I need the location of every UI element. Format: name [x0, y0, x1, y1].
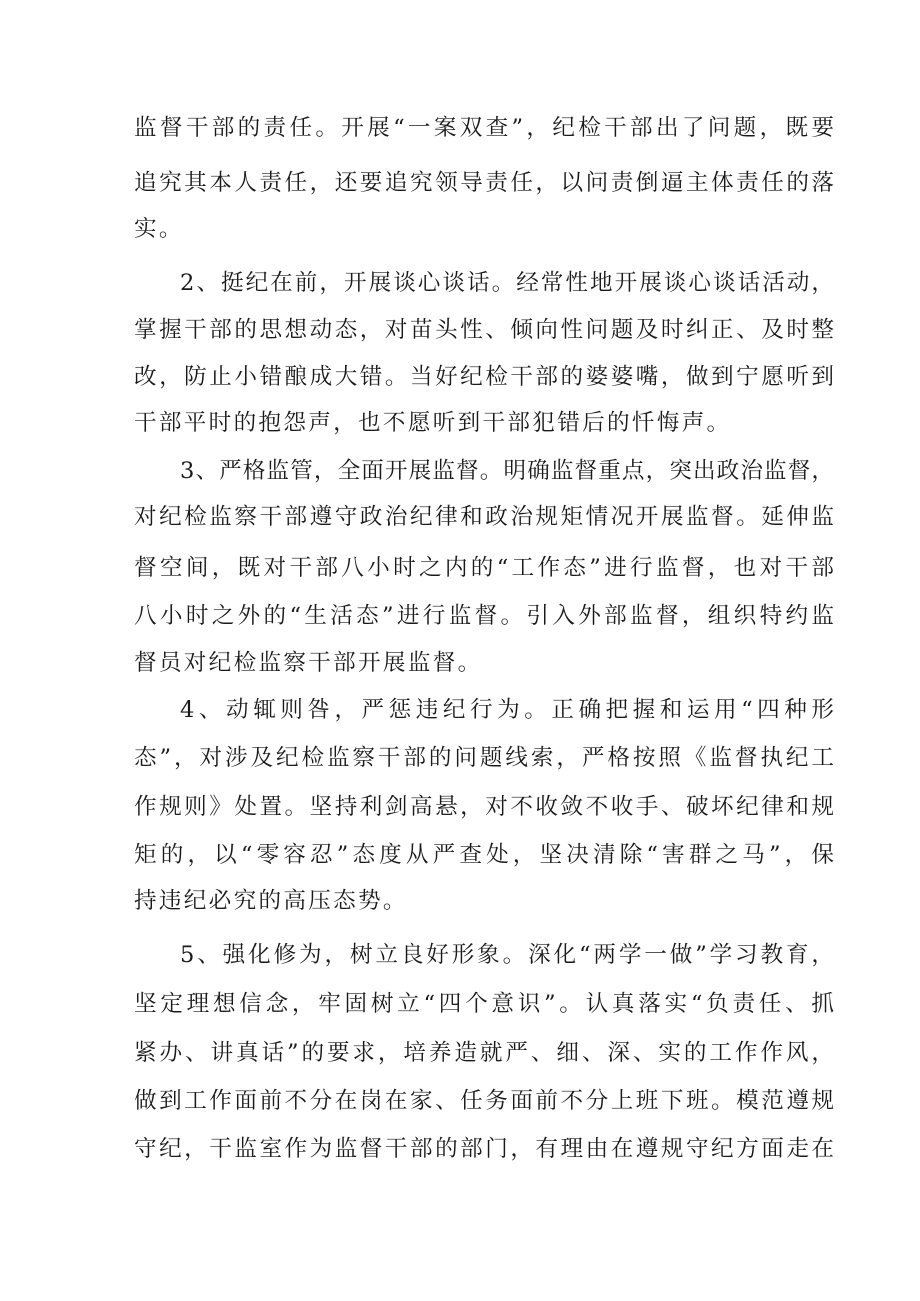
text-line: 监督干部的责任。开展“一案双查”，纪检干部出了问题，既要 [134, 115, 834, 141]
text-line: 追究其本人责任，还要追究领导责任，以问责倒逼主体责任的落 [134, 170, 834, 196]
paragraph-5-heading-line: 5、强化修为，树立良好形象。深化“两学一做”学习教育， [180, 942, 834, 968]
text-line: 紧办、讲真话”的要求，培养造就严、细、深、实的工作作风， [134, 1040, 834, 1066]
text-line: 八小时之外的“生活态”进行监督。引入外部监督，组织特约监 [134, 603, 834, 629]
text-line: 态”，对涉及纪检监察干部的问题线索，严格按照《监督执纪工 [134, 745, 834, 771]
text-line: 持违纪必究的高压态势。 [134, 888, 408, 914]
text-line: 督员对纪检监察干部开展监督。 [134, 650, 483, 676]
paragraph-3-heading-line: 3、严格监管，全面开展监督。明确监督重点，突出政治监督， [180, 458, 834, 484]
text-line: 实。 [134, 216, 184, 242]
text-line: 做到工作面前不分在岗在家、任务面前不分上班下班。模范遵规 [134, 1088, 834, 1114]
text-line: 对纪检监察干部遵守政治纪律和政治规矩情况开展监督。延伸监 [134, 504, 834, 530]
text-line: 干部平时的抱怨声，也不愿听到干部犯错后的忏悔声。 [134, 410, 732, 436]
text-line: 坚定理想信念，牢固树立“四个意识”。认真落实“负责任、抓 [134, 991, 834, 1017]
paragraph-4-heading-line: 4、动辄则咎，严惩违纪行为。正确把握和运用“四种形 [180, 697, 834, 723]
text-line: 掌握干部的思想动态，对苗头性、倾向性问题及时纠正、及时整 [134, 317, 834, 343]
text-line: 作规则》处置。坚持利剑高悬，对不收敛不收手、破坏纪律和规 [134, 794, 834, 820]
paragraph-2-heading-line: 2、挺纪在前，开展谈心谈话。经常性地开展谈心谈话活动， [180, 270, 834, 296]
text-line: 督空间，既对干部八小时之内的“工作态”进行监督，也对干部 [134, 555, 834, 581]
text-line: 守纪，干监室作为监督干部的部门，有理由在遵规守纪方面走在 [134, 1136, 834, 1162]
text-line: 改，防止小错酿成大错。当好纪检干部的婆婆嘴，做到宁愿听到 [134, 364, 834, 390]
text-line: 矩的，以“零容忍”态度从严查处，坚决清除“害群之马”，保 [134, 842, 834, 868]
